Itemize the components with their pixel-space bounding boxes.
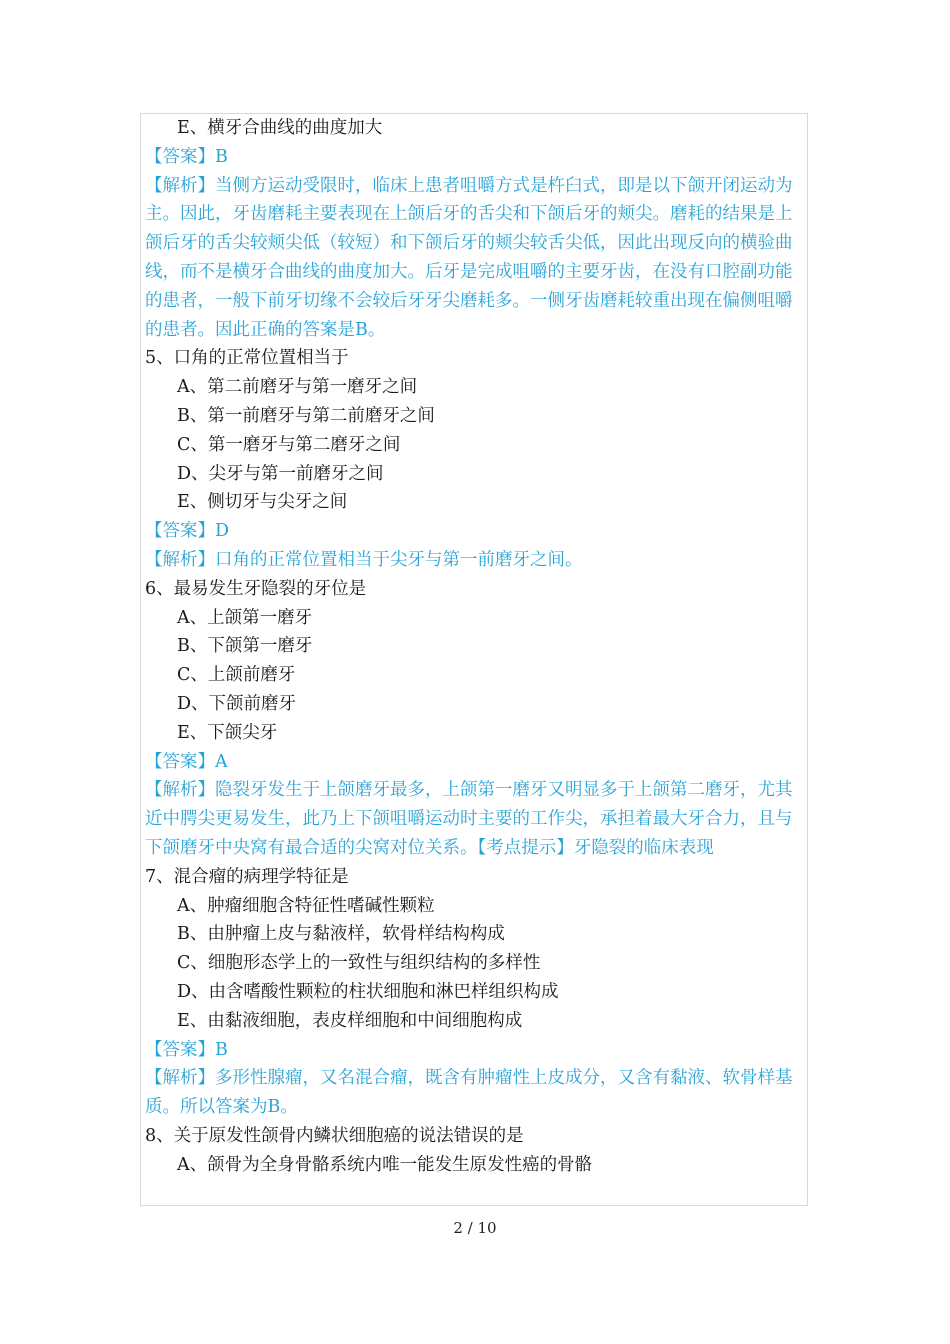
q8-stem: 8、关于原发性颌骨内鳞状细胞癌的说法错误的是 xyxy=(145,1125,524,1146)
q5-option-b: B、第一前磨牙与第二前磨牙之间 xyxy=(177,405,435,426)
q5-stem: 5、口角的正常位置相当于 xyxy=(145,348,349,369)
q7-answer: 【答案】B xyxy=(145,1039,228,1060)
page-number: 2 / 10 xyxy=(453,1219,497,1237)
q7-option-a: A、肿瘤细胞含特征性嗜碱性颗粒 xyxy=(177,895,435,916)
q6-option-e: E、下颌尖牙 xyxy=(177,722,278,743)
q4-analysis: 【解析】当侧方运动受限时，临床上患者咀嚼方式是杵臼式，即是以下颌开闭运动为主。因此，牙齿磨耗主要表现在上颌后牙的舌尖和下颌后牙的颊尖。磨耗的结果是上颌后牙的舌尖较颊尖低（较短）和下颌后牙的颊尖较舌尖低，因此出现反向的横验曲线，而不是横牙合曲线的曲度加大。后牙是完成咀嚼的主要牙齿，在没有口腔副功能的患者，一般下前牙切缘不会较后牙牙尖磨耗多。一侧牙齿磨耗较重出现在偏侧咀嚼的患者。因此正确的答案是B。 xyxy=(145,175,793,340)
q7-option-d: D、由含嗜酸性颗粒的柱状细胞和淋巴样组织构成 xyxy=(177,981,559,1002)
q5-option-e: E、侧切牙与尖牙之间 xyxy=(177,492,348,513)
q6-option-b: B、下颌第一磨牙 xyxy=(177,636,313,657)
q6-answer: 【答案】A xyxy=(145,751,228,772)
q6-analysis: 【解析】隐裂牙发生于上颌磨牙最多，上颌第一磨牙又明显多于上颌第二磨牙，尤其近中腭尖更易发生，此乃上下颌咀嚼运动时主要的工作尖，承担着最大牙合力，且与下颌磨牙中央窝有最合适的尖窝对位关系。【考点提示】牙隐裂的临床表现 xyxy=(145,780,793,858)
q8-option-a: A、颌骨为全身骨骼系统内唯一能发生原发性癌的骨骼 xyxy=(177,1154,593,1175)
q5-answer: 【答案】D xyxy=(145,521,230,542)
document-body xyxy=(145,114,805,1179)
q5-option-d: D、尖牙与第一前磨牙之间 xyxy=(177,463,384,484)
q5-option-c: C、第一磨牙与第二磨牙之间 xyxy=(177,434,401,455)
q6-option-c: C、上颌前磨牙 xyxy=(177,665,296,686)
q5-analysis: 【解析】口角的正常位置相当于尖牙与第一前磨牙之间。 xyxy=(145,549,583,570)
q7-stem: 7、混合瘤的病理学特征是 xyxy=(145,866,349,887)
q6-option-a: A、上颌第一磨牙 xyxy=(177,607,313,628)
q6-option-d: D、下颌前磨牙 xyxy=(177,693,297,714)
q7-analysis: 【解析】多形性腺瘤，又名混合瘤，既含有肿瘤性上皮成分，又含有黏液、软骨样基质。所以答案为B。 xyxy=(145,1068,793,1118)
q7-option-c: C、细胞形态学上的一致性与组织结构的多样性 xyxy=(177,953,541,974)
q7-option-e: E、由黏液细胞，表皮样细胞和中间细胞构成 xyxy=(177,1010,523,1031)
q4-answer: 【答案】B xyxy=(145,146,228,167)
q4-option-e: E、横牙合曲线的曲度加大 xyxy=(177,118,383,138)
q5-option-a: A、第二前磨牙与第一磨牙之间 xyxy=(177,377,418,398)
q6-stem: 6、最易发生牙隐裂的牙位是 xyxy=(145,578,367,599)
q7-option-b: B、由肿瘤上皮与黏液样，软骨样结构构成 xyxy=(177,924,505,945)
